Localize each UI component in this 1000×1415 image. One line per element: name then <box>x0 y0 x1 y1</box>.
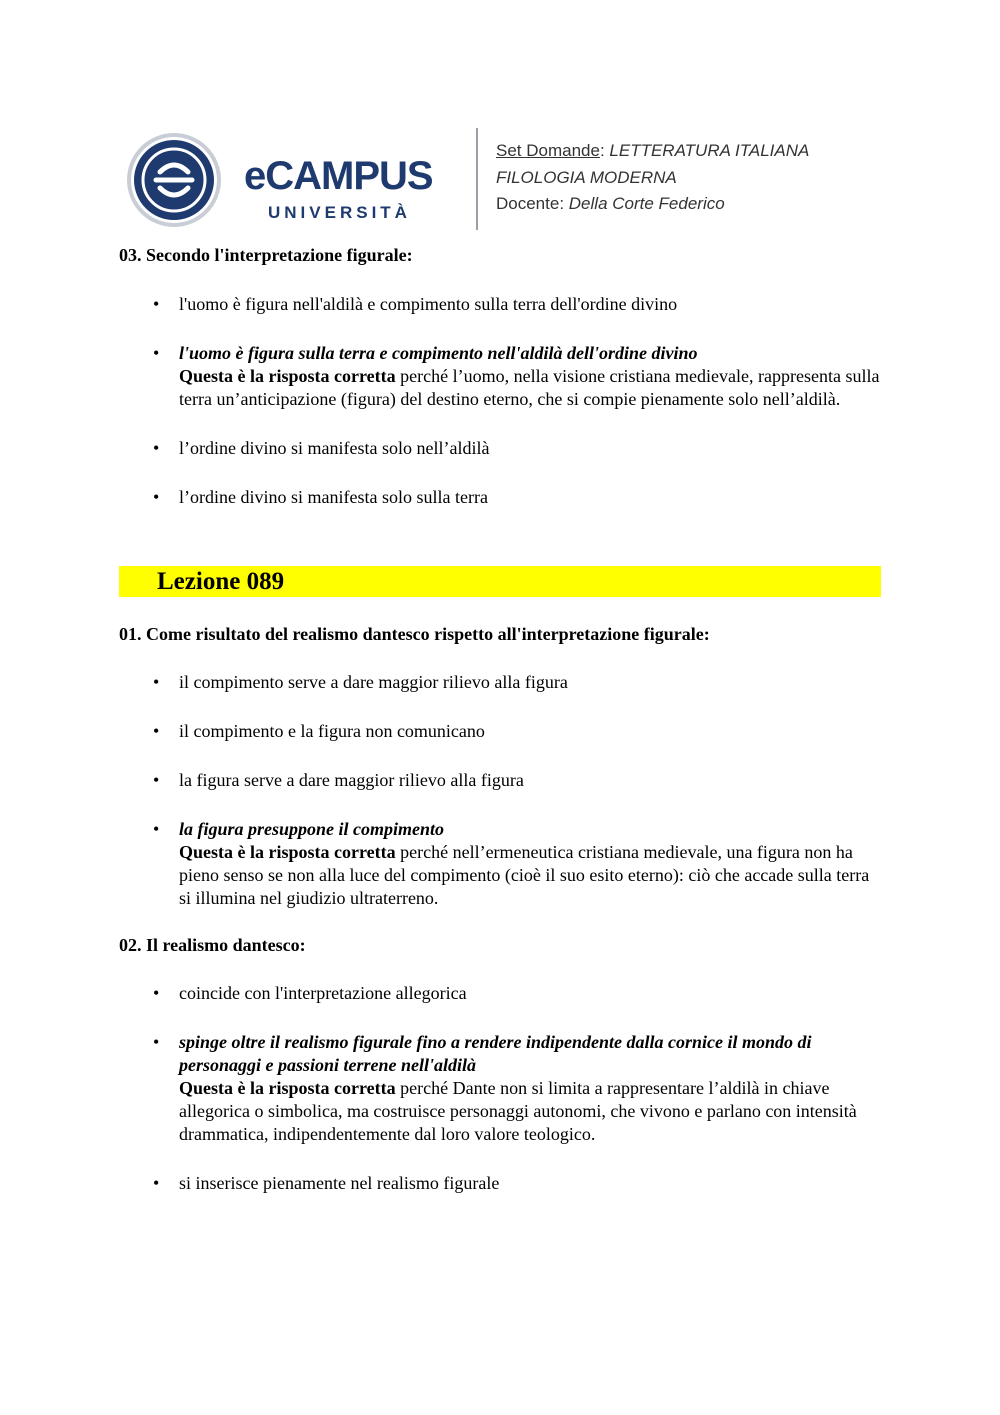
answer-item-correct <box>119 342 884 411</box>
answer-item-correct <box>119 1031 884 1146</box>
docente-value: Della Corte Federico <box>568 194 725 213</box>
question-title: 03. Secondo l'interpretazione figurale: <box>119 245 413 265</box>
set-value: LETTERATURA ITALIANA <box>609 141 810 160</box>
set-label: Set Domande <box>496 141 600 160</box>
explanation: perché l’uomo, nella visione cristiana medievale, rappresenta sulla terra un’anticipazione (figura) del destino eterno, che si compie pienamente solo nell’aldilà. <box>179 366 880 409</box>
logo-subtitle: UNIVERSITÀ <box>268 203 411 222</box>
answer-item-correct <box>119 818 884 910</box>
correct-answer: spinge oltre il realismo figurale fino a rendere indipendente dalla cornice il mondo di personaggi e passioni terrene nell'aldilà <box>179 1032 812 1075</box>
lesson-heading <box>119 566 881 597</box>
docente-label: Docente: <box>496 194 565 213</box>
answer-item: • l'uomo è figura nell'aldilà e compimento sulla terra dell'ordine divino <box>119 293 884 316</box>
lesson-title: Lezione 089 <box>157 568 285 595</box>
answer-item: • coincide con l'interpretazione allegorica <box>119 982 884 1005</box>
correct-answer: la figura presuppone il compimento <box>179 819 445 839</box>
answer-list <box>119 671 884 910</box>
university-seal-logo <box>126 132 222 228</box>
question-title: 01. Come risultato del realismo dantesco rispetto all'interpretazione figurale: <box>119 624 710 644</box>
header-divider <box>476 128 478 230</box>
answer-item: • si inserisce pienamente nel realismo figurale <box>119 1172 884 1195</box>
answer-item: • l’ordine divino si manifesta solo nell’aldilà <box>119 437 884 460</box>
logo-wordmark: eCAMPUS <box>244 154 433 198</box>
correct-answer: l'uomo è figura sulla terra e compimento nell'aldilà dell'ordine divino <box>179 343 698 363</box>
answer-item: • la figura serve a dare maggior rilievo alla figura <box>119 769 884 792</box>
page-header <box>126 128 886 230</box>
explanation: perché Dante non si limita a rappresentare l’aldilà in chiave allegorica o simbolica, ma costruisce personaggi autonomi, che vivono e parlano con intensità drammatica, indipendentemente dal loro valore teologico. <box>179 1078 857 1144</box>
answer-item: • il compimento e la figura non comunicano <box>119 720 884 743</box>
course-name: FILOLOGIA MODERNA <box>496 167 677 187</box>
correct-label: Questa è la risposta corretta <box>179 842 396 862</box>
answer-item: • il compimento serve a dare maggior rilievo alla figura <box>119 671 884 694</box>
answer-list <box>119 293 884 509</box>
document-body <box>119 244 884 1195</box>
answer-list <box>119 982 884 1195</box>
header-info: Set Domande: LETTERATURA ITALIANA FILOLOGIA MODERNA Docente: Della Corte Federico <box>496 141 810 213</box>
correct-label: Questa è la risposta corretta <box>179 366 396 386</box>
answer-item: • l’ordine divino si manifesta solo sulla terra <box>119 486 884 509</box>
explanation: perché nell’ermeneutica cristiana medievale, una figura non ha pieno senso se non alla luce del compimento (cioè il suo esito eterno): ciò che accade sulla terra si illumina nel giudizio ultraterreno. <box>179 842 870 908</box>
correct-label: Questa è la risposta corretta <box>179 1078 396 1098</box>
question-title: 02. Il realismo dantesco: <box>119 935 306 955</box>
